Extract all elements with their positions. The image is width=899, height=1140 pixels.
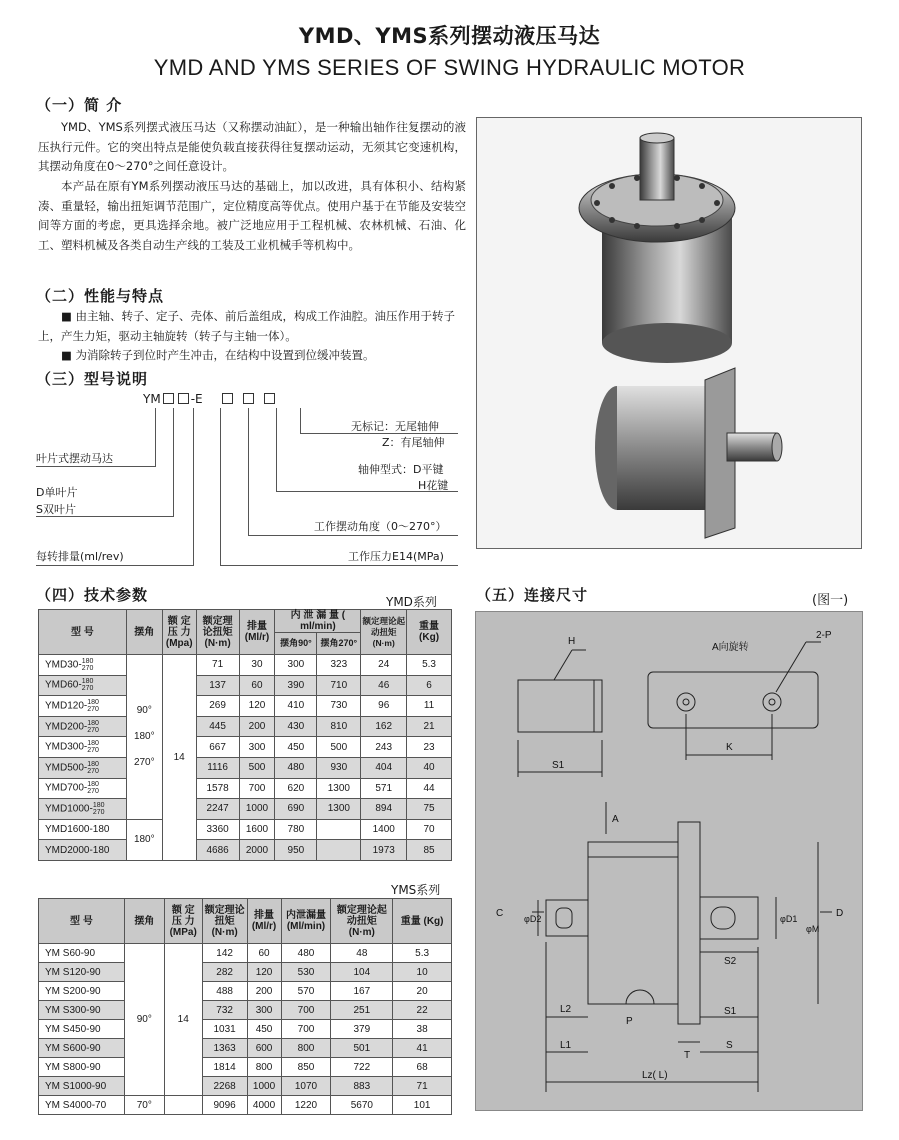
cell-start: 243 — [361, 737, 407, 758]
cell-torque: 71 — [196, 655, 239, 676]
cell-disp: 450 — [247, 1020, 281, 1039]
dim-label-a-rotation: A向旋转 — [712, 642, 749, 653]
table-row — [39, 655, 452, 676]
cell-weight: 11 — [407, 696, 452, 717]
model-note-spline: H花键 — [418, 479, 449, 492]
table-row — [39, 819, 452, 840]
cell-weight: 70 — [407, 819, 452, 840]
cell-torque: 1363 — [202, 1039, 247, 1058]
header-torque: 额定理论扭矩 (N·m) — [196, 610, 239, 655]
cell-weight: 101 — [393, 1096, 452, 1115]
cell-start: 1973 — [361, 840, 407, 861]
cell-torque: 2247 — [196, 799, 239, 820]
header-model: 型 号 — [39, 610, 127, 655]
cell-model: YM S600-90 — [39, 1039, 125, 1058]
cell-torque: 1578 — [196, 778, 239, 799]
cell-disp: 4000 — [247, 1096, 281, 1115]
page-title-en: YMD AND YMS SERIES OF SWING HYDRAULIC MOTOR — [153, 55, 746, 80]
cell-angle: 180° — [126, 819, 162, 860]
cell-model: YM S60-90 — [39, 944, 125, 963]
cell-disp: 1000 — [247, 1077, 281, 1096]
cell-disp: 120 — [239, 696, 275, 717]
cell-leak: 850 — [281, 1058, 331, 1077]
header-angle: 摆角 — [126, 610, 162, 655]
cell-start: 46 — [361, 675, 407, 696]
dim-label-d: D — [836, 908, 844, 919]
cell-start: 1400 — [361, 819, 407, 840]
cell-leak270: 500 — [317, 737, 361, 758]
model-code-box — [163, 393, 174, 404]
cell-pressure: 14 — [162, 655, 196, 861]
cell-weight: 85 — [407, 840, 452, 861]
table-row — [39, 696, 452, 717]
intro-paragraph-1: YMD、YMS系列摆式液压马达（又称摆动油缸），是一种输出轴作往复摆动的液压执行元件。它的突出特点是能使负载直接获得往复摆动运动，无须其它变速机构，其摆动角度在0～270°之间任意设计。 — [38, 120, 466, 173]
cell-torque: 1031 — [202, 1020, 247, 1039]
model-code-prefix: YM — [143, 392, 161, 406]
cell-leak90: 780 — [275, 819, 317, 840]
dimension-drawing — [475, 611, 863, 1111]
cell-weight: 44 — [407, 778, 452, 799]
dim-label-phi-d1: φD1 — [780, 914, 798, 924]
cell-leak270: 730 — [317, 696, 361, 717]
cell-start: 48 — [331, 944, 393, 963]
cell-start: 571 — [361, 778, 407, 799]
cell-torque: 488 — [202, 982, 247, 1001]
cell-leak270: 930 — [317, 757, 361, 778]
cell-model: YM S800-90 — [39, 1058, 125, 1077]
feature-item-1: ■ 由主轴、转子、定子、壳体、前后盖组成，构成工作油腔。油压作用于转子上，产生力矩，驱动主轴旋转（转子与主轴一体）。 — [38, 309, 456, 343]
table-row — [39, 778, 452, 799]
yms-series-label: YMS系列 — [391, 883, 441, 897]
cell-model: YM S200-90 — [39, 982, 125, 1001]
cell-start: 404 — [361, 757, 407, 778]
cell-leak270: 1300 — [317, 799, 361, 820]
cell-disp: 60 — [247, 944, 281, 963]
cell-model: YMD60-180 270 — [39, 675, 127, 696]
cell-disp: 300 — [247, 1001, 281, 1020]
cell-start: 379 — [331, 1020, 393, 1039]
table-row — [39, 840, 452, 861]
cell-weight: 5.3 — [407, 655, 452, 676]
dim-label-c: C — [496, 908, 504, 919]
cell-torque: 282 — [202, 963, 247, 982]
model-note-angle: 工作摆动角度（0～270°） — [314, 520, 447, 533]
cell-weight: 10 — [393, 963, 452, 982]
table-row — [39, 757, 452, 778]
cell-model: YMD1000-180 270 — [39, 799, 127, 820]
model-note-tail: Z：有尾轴伸 — [382, 436, 445, 449]
table-row — [39, 1077, 452, 1096]
cell-start: 162 — [361, 716, 407, 737]
model-note-double: S双叶片 — [36, 503, 76, 516]
cell-torque: 667 — [196, 737, 239, 758]
ymd-spec-table — [38, 609, 452, 861]
cell-start: 501 — [331, 1039, 393, 1058]
cell-start: 24 — [361, 655, 407, 676]
header-displacement: 排量 (Ml/r) — [247, 899, 281, 944]
dim-label-phi-d2: φD2 — [524, 914, 542, 924]
table-row — [39, 944, 452, 963]
dim-label-2p: 2-P — [816, 630, 832, 641]
header-leakage: 内泄漏量 (Ml/min) — [281, 899, 331, 944]
cell-model: YMD120-180 270 — [39, 696, 127, 717]
cell-leak: 530 — [281, 963, 331, 982]
dim-label-a: A — [612, 814, 619, 825]
cell-start: 722 — [331, 1058, 393, 1077]
cell-leak: 1070 — [281, 1077, 331, 1096]
table-row — [39, 737, 452, 758]
dim-label-k: K — [726, 742, 733, 753]
cell-model: YM S4000-70 — [39, 1096, 125, 1115]
cell-leak: 1220 — [281, 1096, 331, 1115]
table-row — [39, 1058, 452, 1077]
cell-torque: 1116 — [196, 757, 239, 778]
dim-label-l1: L1 — [560, 1040, 572, 1051]
cell-model: YMD200-180 270 — [39, 716, 127, 737]
cell-start: 883 — [331, 1077, 393, 1096]
cell-start: 96 — [361, 696, 407, 717]
cell-disp: 200 — [247, 982, 281, 1001]
header-weight: 重量 (Kg) — [407, 610, 452, 655]
table-row — [39, 1020, 452, 1039]
dim-label-t: T — [684, 1050, 691, 1061]
cell-weight: 40 — [407, 757, 452, 778]
header-start-torque: 额定理论起动扭矩 (N·m) — [331, 899, 393, 944]
model-note-displacement: 每转排量(ml/rev) — [36, 550, 124, 563]
header-leak-90: 摆角90° — [275, 633, 317, 655]
table-row — [39, 799, 452, 820]
section-tech-heading: （四）技术参数 — [36, 586, 149, 604]
cell-leak270: 810 — [317, 716, 361, 737]
cell-weight: 5.3 — [393, 944, 452, 963]
cell-torque: 2268 — [202, 1077, 247, 1096]
model-code-box — [264, 393, 275, 404]
cell-weight: 22 — [393, 1001, 452, 1020]
header-start-torque: 额定理论起动扭矩 (N·m) — [361, 610, 407, 655]
cell-start: 251 — [331, 1001, 393, 1020]
model-note-single: D单叶片 — [36, 486, 78, 499]
cell-torque: 1814 — [202, 1058, 247, 1077]
cell-model: YMD700-180 270 — [39, 778, 127, 799]
cell-angle: 70° — [124, 1096, 164, 1115]
page-title-cn: YMD、YMS系列摆动液压马达 — [298, 24, 601, 48]
cell-torque: 269 — [196, 696, 239, 717]
cell-pressure: 14 — [164, 944, 202, 1096]
model-code — [143, 392, 277, 406]
cell-weight: 20 — [393, 982, 452, 1001]
cell-torque: 445 — [196, 716, 239, 737]
cell-disp: 120 — [247, 963, 281, 982]
motor-photo-illustration — [477, 118, 861, 548]
cell-weight: 71 — [393, 1077, 452, 1096]
cell-pressure — [164, 1096, 202, 1115]
cell-leak90: 480 — [275, 757, 317, 778]
cell-leak: 480 — [281, 944, 331, 963]
table-row — [39, 1001, 452, 1020]
yms-spec-table — [38, 898, 452, 1115]
cell-torque: 3360 — [196, 819, 239, 840]
cell-leak270: 323 — [317, 655, 361, 676]
cell-disp: 200 — [239, 716, 275, 737]
dim-label-s2: S2 — [724, 956, 737, 967]
dim-label-phi-m: φM — [806, 924, 820, 934]
model-note-pressure: 工作压力E14(MPa) — [348, 550, 444, 563]
cell-model: YM S1000-90 — [39, 1077, 125, 1096]
cell-model: YM S450-90 — [39, 1020, 125, 1039]
section-features-heading: （二）性能与特点 — [36, 287, 165, 305]
header-pressure: 额 定 压 力 (MPa) — [164, 899, 202, 944]
cell-start: 167 — [331, 982, 393, 1001]
cell-weight: 41 — [393, 1039, 452, 1058]
header-leak-270: 摆角270° — [317, 633, 361, 655]
cell-disp: 500 — [239, 757, 275, 778]
cell-weight: 21 — [407, 716, 452, 737]
model-note-shaft: 轴伸型式：D平键 — [358, 463, 444, 476]
cell-leak90: 410 — [275, 696, 317, 717]
header-model: 型 号 — [39, 899, 125, 944]
cell-leak90: 300 — [275, 655, 317, 676]
dim-label-l2: L2 — [560, 1004, 572, 1015]
table-row — [39, 1039, 452, 1058]
cell-disp: 1000 — [239, 799, 275, 820]
table-row — [39, 963, 452, 982]
cell-leak270 — [317, 819, 361, 840]
cell-leak90: 690 — [275, 799, 317, 820]
cell-leak90: 620 — [275, 778, 317, 799]
cell-torque: 4686 — [196, 840, 239, 861]
cell-model: YMD300-180 270 — [39, 737, 127, 758]
cell-leak90: 450 — [275, 737, 317, 758]
cell-start: 104 — [331, 963, 393, 982]
table-row — [39, 675, 452, 696]
cell-model: YMD1600-180 — [39, 819, 127, 840]
model-code-box — [222, 393, 233, 404]
cell-model: YM S300-90 — [39, 1001, 125, 1020]
cell-angle: 90° — [124, 944, 164, 1096]
cell-torque: 732 — [202, 1001, 247, 1020]
intro-paragraph-2: 本产品在原有YM系列摆动液压马达的基础上，加以改进，具有体积小、结构紧凑、重量轻，输出扭矩调节范围广，定位精度高等优点。使用户基于在节能及安装空间等方面的考虑，更具选择余地。被广泛地应用于工程机械、农林机械、石油、化工、塑料机械及各类自动生产线的工装及工业机械手等机构中。 — [38, 179, 466, 252]
model-code-mid: -E — [190, 392, 203, 406]
cell-torque: 9096 — [202, 1096, 247, 1115]
model-code-box — [243, 393, 254, 404]
cell-leak90: 390 — [275, 675, 317, 696]
cell-disp: 800 — [247, 1058, 281, 1077]
ymd-series-label: YMD系列 — [386, 595, 437, 609]
cell-disp: 700 — [239, 778, 275, 799]
cell-torque: 142 — [202, 944, 247, 963]
section-model-heading: （三）型号说明 — [36, 370, 149, 388]
cell-weight: 68 — [393, 1058, 452, 1077]
header-leakage: 内 泄 漏 量 ( ml/min) — [275, 610, 361, 633]
cell-disp: 2000 — [239, 840, 275, 861]
section-intro-heading: （一）简 介 — [36, 96, 123, 114]
cell-start: 894 — [361, 799, 407, 820]
dim-label-s1-top: S1 — [552, 760, 565, 771]
cell-model: YMD30-180 270 — [39, 655, 127, 676]
header-angle: 摆角 — [124, 899, 164, 944]
cell-weight: 75 — [407, 799, 452, 820]
cell-weight: 6 — [407, 675, 452, 696]
dim-label-lz: Lz( L) — [642, 1070, 668, 1081]
model-note-no-tail: 无标记：无尾轴伸 — [351, 420, 439, 433]
cell-disp: 300 — [239, 737, 275, 758]
dim-label-s: S — [726, 1040, 733, 1051]
cell-leak: 570 — [281, 982, 331, 1001]
cell-leak: 700 — [281, 1001, 331, 1020]
cell-model: YMD2000-180 — [39, 840, 127, 861]
cell-model: YMD500-180 270 — [39, 757, 127, 778]
cell-weight: 38 — [393, 1020, 452, 1039]
table-row — [39, 716, 452, 737]
table-row — [39, 982, 452, 1001]
table-row — [39, 1096, 452, 1115]
model-code-box — [178, 393, 189, 404]
cell-model: YM S120-90 — [39, 963, 125, 982]
dim-label-s1: S1 — [724, 1006, 737, 1017]
cell-disp: 1600 — [239, 819, 275, 840]
product-photo — [476, 117, 862, 549]
dim-label-p: P — [626, 1016, 633, 1027]
feature-item-2: ■ 为消除转子到位时产生冲击，在结构中设置到位缓冲装置。 — [61, 348, 375, 362]
cell-weight: 23 — [407, 737, 452, 758]
cell-disp: 30 — [239, 655, 275, 676]
section-dims-heading: （五）连接尺寸 — [476, 586, 589, 604]
header-weight: 重量 (Kg) — [393, 899, 452, 944]
cell-leak270: 710 — [317, 675, 361, 696]
cell-leak270 — [317, 840, 361, 861]
model-note-vane-motor: 叶片式摆动马达 — [36, 452, 113, 465]
cell-disp: 600 — [247, 1039, 281, 1058]
cell-disp: 60 — [239, 675, 275, 696]
dimension-drawing-svg — [476, 612, 862, 1110]
header-pressure: 额 定 压 力 (Mpa) — [162, 610, 196, 655]
cell-angle-group: 90° 180° 270° — [126, 655, 162, 820]
dim-label-h: H — [568, 636, 576, 647]
cell-leak: 700 — [281, 1020, 331, 1039]
header-displacement: 排量 (Ml/r) — [239, 610, 275, 655]
cell-torque: 137 — [196, 675, 239, 696]
cell-leak: 800 — [281, 1039, 331, 1058]
figure-label: (图一) — [812, 593, 849, 608]
cell-leak90: 430 — [275, 716, 317, 737]
cell-leak270: 1300 — [317, 778, 361, 799]
cell-start: 5670 — [331, 1096, 393, 1115]
header-torque: 额定理论扭矩 (N·m) — [202, 899, 247, 944]
cell-leak90: 950 — [275, 840, 317, 861]
